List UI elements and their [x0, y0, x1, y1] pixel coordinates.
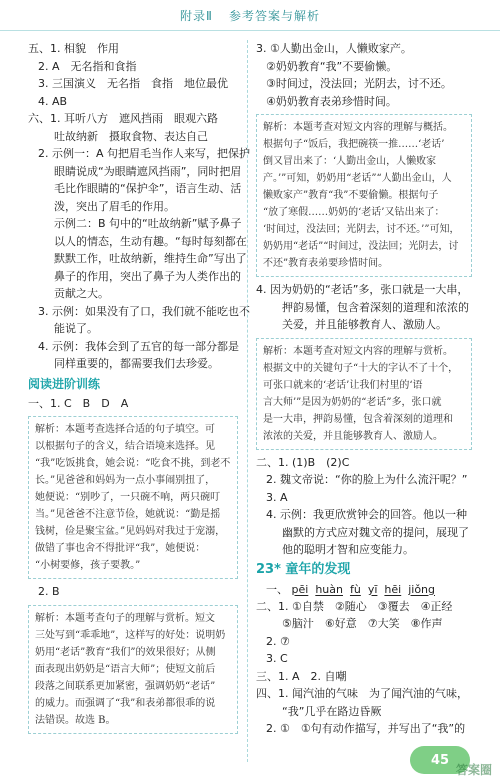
analysis-box-4 — [256, 338, 472, 450]
answer-6-1: 六、1. 耳听八方 遮风挡雨 眼观六路 — [28, 112, 218, 125]
analysis-line: “小树要修，孩子要教。” — [35, 560, 141, 571]
pinyin-prefix: 一、 — [266, 582, 288, 596]
analysis-box-2 — [28, 605, 238, 734]
answer-words-2: ⑤脑汁 ⑥好意 ⑦大笑 ⑧作声 — [282, 617, 443, 630]
answer-words-3: 2. ⑦ — [266, 634, 290, 648]
analysis-line: 以根据句子的含义，结合语境来选择。见 — [35, 441, 215, 452]
pinyin-item: fù — [349, 582, 361, 596]
lesson-heading — [256, 559, 472, 581]
analysis-line: 解析：本题考查对短文内容的理解与赏析。 — [263, 345, 453, 357]
analysis-line: 面表现出奶奶是“语言大师”；使短文前后 — [35, 663, 216, 675]
answer-s4-1: 四、1. 闻汽油的气味 为了闻汽油的气味， — [256, 687, 468, 700]
analysis-line: 懒败家产”教育“我”不要偷懒。根据句子 — [263, 190, 439, 201]
answer-5-3: 3. 三国演义 无名指 食指 地位最优 — [38, 77, 228, 90]
answer-s3: 三、1. A 2. 自嘲 — [256, 669, 347, 683]
answer-r4b: 押韵易懂，包含着深刻的道理和浓浓的 — [282, 300, 469, 314]
answer-6-2a: 2. 示例一：A 句把眉毛当作人来写，把保护 — [38, 147, 251, 160]
analysis-line: 言大师’”是因为奶奶的“老话”多，张口就 — [263, 396, 442, 408]
reading-training-heading: 阅读进阶训练 — [28, 376, 101, 391]
analysis-line: 的威力。而强调了“我”和表弟都很乖的说 — [35, 697, 216, 709]
analysis-line: “放了寒假……奶奶的‘老话’又钻出来了： — [263, 207, 445, 218]
header-rule — [0, 30, 500, 31]
analysis-line: 长。”见爸爸和妈妈为一点小事闹别扭了， — [35, 475, 216, 486]
answer-6-1b: 吐故纳新 摄取食物、表达自己 — [54, 129, 208, 143]
analysis-line: 解析：本题考查选择合适的句子填空。可 — [35, 424, 215, 435]
analysis-line: 她便说：“别吵了，一只碗不响，两只碗叮 — [35, 492, 221, 503]
analysis-box-1 — [28, 416, 238, 579]
answer-s2-4a: 4. 示例：我更欣赏钟会的回答。他以一种 — [266, 508, 467, 521]
analysis-line: 当。”见爸爸不注意节俭，她就说：“勤是摇 — [35, 509, 221, 520]
analysis-line: 产。’”可知，奶奶用“老话”“人勤出金山，人 — [263, 173, 452, 184]
analysis-line: 奶奶用“老话”“时间过，没法回；光阴去，讨 — [263, 241, 459, 252]
page-header — [0, 0, 500, 30]
answer-5-2: 2. A 无名指和食指 — [38, 59, 137, 73]
answer-6-4a: 4. 示例：我体会到了五官的每一部分都是 — [38, 339, 239, 353]
pinyin-answers — [256, 581, 472, 598]
analysis-line: ‘时间过，没法回；光阴去，讨不还。’”可知， — [263, 224, 460, 235]
answer-6-2g: 默默工作，吐故纳新，维持生命”写出了 — [54, 252, 247, 265]
answer-words-1: 二、1. ①自禁 ②随心 ③覆去 ④正经 — [256, 599, 453, 613]
answer-s4-2: 2. ① ①句有动作描写，并写出了“我”的 — [266, 722, 466, 735]
answer-r3d: ④奶奶教育表弟珍惜时间。 — [266, 94, 397, 108]
answer-6-2d: 泼，突出了眉毛的作用。 — [54, 199, 175, 213]
pinyin-item: yī — [367, 582, 378, 596]
analysis-line: “我”吃饭挑食，她会说：“吃食不挑，到老不 — [35, 458, 231, 469]
answer-words-4: 3. C — [266, 652, 288, 665]
answer-6-2i: 贡献之大。 — [54, 287, 109, 300]
answer-6-2c: 毛比作眼睛的“保护伞”，语言生动、活 — [54, 182, 242, 195]
answer-r4c: 关爱，并且能够教育人、激励人。 — [282, 318, 447, 331]
answer-6-4b: 同样重要的，都需要我们去珍爱。 — [54, 357, 219, 370]
answer-6-3a: 3. 示例：如果没有了口，我们就不能吃也不 — [38, 304, 250, 318]
answer-s2-3: 3. A — [266, 490, 288, 504]
analysis-line: 法错误。故选 B。 — [35, 714, 116, 726]
analysis-line: 解析：本题考查句子的理解与赏析。短文 — [35, 612, 215, 624]
analysis-line: 可张口就来的‘老话’让我们村里的‘语 — [263, 379, 423, 391]
answer-s2-1: 二、1. (1)B (2)C — [256, 455, 350, 469]
lesson-number: 23* — [256, 561, 281, 577]
answer-6-2b: 眼睛说成“为眼睛遮风挡雨”，同时把眉 — [54, 164, 242, 178]
analysis-line: 段落之间联系更加紧密，强调奶奶“老话” — [35, 680, 216, 692]
site-watermark: 答案圈 — [455, 763, 492, 777]
left-column — [28, 40, 251, 738]
analysis-line: 浓浓的关爱，并且能够教育人、激励人。 — [263, 430, 443, 442]
analysis-line: 三处写到“乖乖地”，这样写的好处：说明奶 — [35, 629, 226, 641]
analysis-box-3 — [256, 114, 472, 277]
answer-6-2h: 鼻子的作用，突出了鼻子为人类作出的 — [54, 269, 241, 283]
answer-5-1: 五、1. 相貌 作用 — [28, 42, 119, 55]
analysis-line: 做错了事也舍不得批评“我”，她便说： — [35, 543, 206, 554]
page-number-badge: 45 — [410, 746, 470, 774]
lesson-title: 童年的发现 — [285, 561, 351, 577]
answer-5-4: 4. AB — [38, 94, 68, 108]
answer-r4a: 4. 因为奶奶的“老话”多，张口就是一大串， — [256, 283, 469, 296]
pinyin-item: jiǒng — [408, 582, 435, 596]
answer-6-2e: 示例二：B 句中的“吐故纳新”赋予鼻子 — [54, 217, 242, 230]
analysis-line: 根据句子“饭后，我把碗筷一推……‘老话’ — [263, 139, 445, 150]
answer-6-3b: 能说了。 — [54, 322, 98, 335]
analysis-line: 根据文中的关键句子“十大的字认不了十个， — [263, 362, 459, 374]
answer-s2-4c: 他的聪明才智和应变能力。 — [282, 543, 414, 556]
answer-r3a: 3. ①人勤出金山，人懒败家产。 — [256, 42, 412, 55]
appendix-label: 附录Ⅱ — [180, 8, 213, 23]
analysis-line: 不还”教育表弟要珍惜时间。 — [263, 258, 389, 269]
pinyin-item: hēi — [384, 582, 402, 596]
reading-answer-1: 一、1. C B D A — [28, 396, 129, 410]
header-title: 参考答案与解析 — [228, 8, 320, 23]
answer-6-2f: 以人的情态，生动有趣。“每时每刻都在 — [54, 234, 247, 248]
pinyin-item: huàn — [315, 582, 343, 596]
answer-s4-1b: “我”几乎在路边昏厥 — [282, 704, 382, 718]
answer-s2-2: 2. 魏文帝说：“你的脸上为什么流汗呢？” — [266, 473, 468, 486]
right-column — [256, 40, 472, 738]
analysis-line: 倒又冒出来了：‘人勤出金山，人懒败家 — [263, 156, 437, 167]
analysis-line: 是一大串，押韵易懂，包含着深刻的道理和 — [263, 413, 453, 425]
analysis-line: 解析：本题考查对短文内容的理解与概括。 — [263, 122, 453, 133]
answer-r3c: ③时间过，没法回；光阴去，讨不还。 — [266, 77, 452, 90]
analysis-line: 奶用“老话”教育“我们”的效果很好；从侧 — [35, 646, 216, 658]
analysis-line: 钱树，俭是聚宝盆。”见妈妈对我过于宠溺， — [35, 526, 226, 537]
answer-r3b: ②奶奶教育“我”不要偷懒。 — [266, 59, 398, 73]
reading-answer-2: 2. B — [38, 585, 60, 598]
answer-s2-4b: 幽默的方式应对魏文帝的提问，展现了 — [282, 525, 469, 539]
pinyin-item: pēi — [291, 582, 309, 596]
